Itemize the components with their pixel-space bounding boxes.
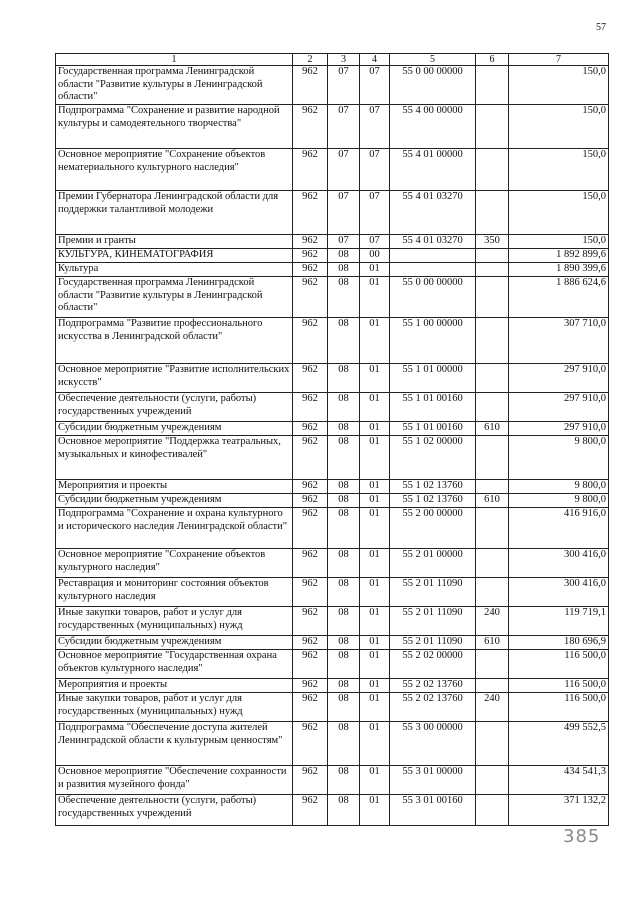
row-target-article-cell: 55 3 01 00160 — [390, 795, 476, 826]
row-expense-type-cell: 610 — [476, 494, 509, 508]
row-code-cell: 962 — [293, 766, 328, 795]
row-expense-type-cell — [476, 722, 509, 766]
table-row — [56, 693, 609, 722]
row-expense-type-cell: 610 — [476, 636, 509, 650]
table-row — [56, 66, 609, 105]
table-row — [56, 422, 609, 436]
row-subsection-cell: 01 — [360, 693, 390, 722]
row-target-article-cell: 55 2 01 11090 — [390, 636, 476, 650]
row-name-cell: Культура — [56, 263, 293, 277]
row-subsection-cell: 07 — [360, 66, 390, 105]
row-subsection-cell: 01 — [360, 679, 390, 693]
row-target-article-cell: 55 4 01 03270 — [390, 235, 476, 249]
row-code-cell: 962 — [293, 578, 328, 607]
row-amount-cell: 297 910,0 — [509, 364, 609, 393]
row-expense-type-cell — [476, 679, 509, 693]
row-code-cell: 962 — [293, 693, 328, 722]
row-target-article-cell: 55 2 01 00000 — [390, 549, 476, 578]
column-header: 6 — [476, 54, 509, 66]
row-section-cell: 08 — [328, 636, 360, 650]
table-row — [56, 393, 609, 422]
row-expense-type-cell: 350 — [476, 235, 509, 249]
row-amount-cell: 300 416,0 — [509, 578, 609, 607]
row-section-cell: 08 — [328, 393, 360, 422]
row-name-cell: Иные закупки товаров, работ и услуг для государственных (муниципальных) нужд — [56, 607, 293, 636]
row-target-article-cell: 55 1 00 00000 — [390, 318, 476, 364]
row-target-article-cell: 55 4 01 00000 — [390, 149, 476, 191]
row-name-cell: Субсидии бюджетным учреждениям — [56, 636, 293, 650]
row-code-cell: 962 — [293, 191, 328, 235]
row-target-article-cell: 55 2 02 00000 — [390, 650, 476, 679]
row-section-cell: 08 — [328, 650, 360, 679]
row-section-cell: 07 — [328, 235, 360, 249]
row-section-cell: 08 — [328, 549, 360, 578]
row-code-cell: 962 — [293, 508, 328, 549]
table-row — [56, 766, 609, 795]
row-name-cell: Подпрограмма "Сохранение и охрана культурного и исторического наследия Ленинградской области" — [56, 508, 293, 549]
row-target-article-cell: 55 0 00 00000 — [390, 277, 476, 318]
table-row — [56, 722, 609, 766]
row-expense-type-cell — [476, 277, 509, 318]
row-expense-type-cell — [476, 480, 509, 494]
table-row — [56, 235, 609, 249]
row-name-cell: Премии и гранты — [56, 235, 293, 249]
row-name-cell: Обеспечение деятельности (услуги, работы) государственных учреждений — [56, 393, 293, 422]
row-code-cell: 962 — [293, 795, 328, 826]
row-name-cell: Субсидии бюджетным учреждениям — [56, 422, 293, 436]
row-amount-cell: 150,0 — [509, 66, 609, 105]
row-subsection-cell: 07 — [360, 149, 390, 191]
row-target-article-cell: 55 4 00 00000 — [390, 105, 476, 149]
row-expense-type-cell — [476, 149, 509, 191]
table-row — [56, 480, 609, 494]
row-amount-cell: 307 710,0 — [509, 318, 609, 364]
row-target-article-cell — [390, 263, 476, 277]
row-subsection-cell: 01 — [360, 277, 390, 318]
row-target-article-cell: 55 1 01 00160 — [390, 393, 476, 422]
row-subsection-cell: 01 — [360, 636, 390, 650]
row-code-cell: 962 — [293, 436, 328, 480]
row-section-cell: 08 — [328, 679, 360, 693]
row-section-cell: 08 — [328, 693, 360, 722]
row-amount-cell: 297 910,0 — [509, 393, 609, 422]
row-expense-type-cell — [476, 318, 509, 364]
row-target-article-cell — [390, 249, 476, 263]
row-section-cell: 08 — [328, 318, 360, 364]
row-expense-type-cell — [476, 105, 509, 149]
table-row — [56, 263, 609, 277]
table-row — [56, 679, 609, 693]
row-target-article-cell: 55 2 01 11090 — [390, 607, 476, 636]
row-code-cell: 962 — [293, 679, 328, 693]
row-expense-type-cell — [476, 766, 509, 795]
table-row — [56, 636, 609, 650]
row-subsection-cell: 01 — [360, 480, 390, 494]
row-section-cell: 07 — [328, 149, 360, 191]
row-amount-cell: 116 500,0 — [509, 693, 609, 722]
column-header: 1 — [56, 54, 293, 66]
row-code-cell: 962 — [293, 263, 328, 277]
row-target-article-cell: 55 4 01 03270 — [390, 191, 476, 235]
row-subsection-cell: 01 — [360, 318, 390, 364]
row-subsection-cell: 00 — [360, 249, 390, 263]
row-target-article-cell: 55 3 01 00000 — [390, 766, 476, 795]
row-amount-cell: 297 910,0 — [509, 422, 609, 436]
table-row — [56, 578, 609, 607]
row-expense-type-cell — [476, 578, 509, 607]
row-amount-cell: 9 800,0 — [509, 436, 609, 480]
row-subsection-cell: 01 — [360, 549, 390, 578]
table-row — [56, 795, 609, 826]
row-expense-type-cell — [476, 508, 509, 549]
row-target-article-cell: 55 2 02 13760 — [390, 679, 476, 693]
row-section-cell: 08 — [328, 436, 360, 480]
row-subsection-cell: 01 — [360, 795, 390, 826]
table-row — [56, 650, 609, 679]
row-subsection-cell: 07 — [360, 105, 390, 149]
row-name-cell: Подпрограмма "Сохранение и развитие народной культуры и самодеятельного творчества" — [56, 105, 293, 149]
row-name-cell: Реставрация и мониторинг состояния объектов культурного наследия — [56, 578, 293, 607]
row-name-cell: Подпрограмма "Обеспечение доступа жителей Ленинградской области к культурным ценностям" — [56, 722, 293, 766]
row-code-cell: 962 — [293, 422, 328, 436]
row-expense-type-cell: 240 — [476, 607, 509, 636]
row-subsection-cell: 01 — [360, 422, 390, 436]
row-amount-cell: 434 541,3 — [509, 766, 609, 795]
row-section-cell: 08 — [328, 249, 360, 263]
row-expense-type-cell: 240 — [476, 693, 509, 722]
row-amount-cell: 116 500,0 — [509, 650, 609, 679]
row-expense-type-cell — [476, 650, 509, 679]
row-code-cell: 962 — [293, 364, 328, 393]
row-section-cell: 08 — [328, 277, 360, 318]
row-section-cell: 08 — [328, 263, 360, 277]
table-row — [56, 508, 609, 549]
row-target-article-cell: 55 2 02 13760 — [390, 693, 476, 722]
row-amount-cell: 150,0 — [509, 235, 609, 249]
row-name-cell: КУЛЬТУРА, КИНЕМАТОГРАФИЯ — [56, 249, 293, 263]
row-name-cell: Основное мероприятие "Государственная охрана объектов культурного наследия" — [56, 650, 293, 679]
row-name-cell: Мероприятия и проекты — [56, 679, 293, 693]
row-code-cell: 962 — [293, 722, 328, 766]
page-number: 57 — [596, 22, 606, 33]
row-expense-type-cell — [476, 191, 509, 235]
table-row — [56, 318, 609, 364]
row-target-article-cell: 55 0 00 00000 — [390, 66, 476, 105]
row-code-cell: 962 — [293, 636, 328, 650]
row-amount-cell: 1 886 624,6 — [509, 277, 609, 318]
row-subsection-cell: 01 — [360, 508, 390, 549]
row-subsection-cell: 01 — [360, 436, 390, 480]
row-subsection-cell: 01 — [360, 766, 390, 795]
row-target-article-cell: 55 2 00 00000 — [390, 508, 476, 549]
row-name-cell: Основное мероприятие "Обеспечение сохранности и развития музейного фонда" — [56, 766, 293, 795]
row-target-article-cell: 55 2 01 11090 — [390, 578, 476, 607]
column-header: 5 — [390, 54, 476, 66]
row-amount-cell: 116 500,0 — [509, 679, 609, 693]
table-row — [56, 191, 609, 235]
row-name-cell: Обеспечение деятельности (услуги, работы) государственных учреждений — [56, 795, 293, 826]
row-name-cell: Подпрограмма "Развитие профессионального искусства в Ленинградской области" — [56, 318, 293, 364]
row-subsection-cell: 01 — [360, 722, 390, 766]
row-name-cell: Премии Губернатора Ленинградской области для поддержки талантливой молодежи — [56, 191, 293, 235]
row-section-cell: 08 — [328, 795, 360, 826]
table-row — [56, 549, 609, 578]
row-target-article-cell: 55 1 01 00160 — [390, 422, 476, 436]
table-row — [56, 149, 609, 191]
table-row — [56, 494, 609, 508]
row-target-article-cell: 55 1 02 13760 — [390, 480, 476, 494]
stamp-number: 385 — [563, 826, 601, 847]
row-amount-cell: 180 696,9 — [509, 636, 609, 650]
table-row — [56, 436, 609, 480]
row-target-article-cell: 55 1 02 00000 — [390, 436, 476, 480]
table-row — [56, 249, 609, 263]
row-amount-cell: 9 800,0 — [509, 494, 609, 508]
row-section-cell: 08 — [328, 364, 360, 393]
row-subsection-cell: 01 — [360, 494, 390, 508]
table-row — [56, 277, 609, 318]
row-expense-type-cell — [476, 393, 509, 422]
table-row — [56, 607, 609, 636]
row-section-cell: 08 — [328, 578, 360, 607]
row-code-cell: 962 — [293, 393, 328, 422]
row-section-cell: 08 — [328, 766, 360, 795]
row-amount-cell: 9 800,0 — [509, 480, 609, 494]
column-header: 4 — [360, 54, 390, 66]
row-subsection-cell: 01 — [360, 364, 390, 393]
row-amount-cell: 1 892 899,6 — [509, 249, 609, 263]
budget-table — [55, 53, 609, 826]
row-section-cell: 08 — [328, 508, 360, 549]
row-amount-cell: 150,0 — [509, 149, 609, 191]
column-header: 2 — [293, 54, 328, 66]
row-section-cell: 08 — [328, 422, 360, 436]
row-amount-cell: 119 719,1 — [509, 607, 609, 636]
column-header: 7 — [509, 54, 609, 66]
row-name-cell: Мероприятия и проекты — [56, 480, 293, 494]
row-code-cell: 962 — [293, 66, 328, 105]
row-expense-type-cell — [476, 263, 509, 277]
row-name-cell: Основное мероприятие "Поддержка театральных, музыкальных и кинофестивалей" — [56, 436, 293, 480]
row-section-cell: 08 — [328, 494, 360, 508]
row-expense-type-cell: 610 — [476, 422, 509, 436]
row-amount-cell: 416 916,0 — [509, 508, 609, 549]
column-header-row — [56, 54, 609, 66]
row-code-cell: 962 — [293, 277, 328, 318]
row-amount-cell: 1 890 399,6 — [509, 263, 609, 277]
row-name-cell: Иные закупки товаров, работ и услуг для государственных (муниципальных) нужд — [56, 693, 293, 722]
table-row — [56, 105, 609, 149]
row-subsection-cell: 07 — [360, 235, 390, 249]
row-section-cell: 08 — [328, 607, 360, 636]
row-code-cell: 962 — [293, 105, 328, 149]
row-name-cell: Основное мероприятие "Сохранение объектов культурного наследия" — [56, 549, 293, 578]
row-section-cell: 07 — [328, 66, 360, 105]
row-amount-cell: 300 416,0 — [509, 549, 609, 578]
row-expense-type-cell — [476, 66, 509, 105]
row-expense-type-cell — [476, 436, 509, 480]
row-name-cell: Государственная программа Ленинградской области "Развитие культуры в Ленинградской области" — [56, 66, 293, 105]
row-expense-type-cell — [476, 249, 509, 263]
row-section-cell: 07 — [328, 191, 360, 235]
row-subsection-cell: 01 — [360, 607, 390, 636]
row-code-cell: 962 — [293, 235, 328, 249]
row-expense-type-cell — [476, 549, 509, 578]
row-code-cell: 962 — [293, 494, 328, 508]
row-name-cell: Субсидии бюджетным учреждениям — [56, 494, 293, 508]
row-code-cell: 962 — [293, 607, 328, 636]
row-name-cell: Основное мероприятие "Развитие исполнительских искусств" — [56, 364, 293, 393]
row-amount-cell: 150,0 — [509, 191, 609, 235]
row-target-article-cell: 55 3 00 00000 — [390, 722, 476, 766]
row-section-cell: 08 — [328, 480, 360, 494]
row-subsection-cell: 07 — [360, 191, 390, 235]
row-subsection-cell: 01 — [360, 578, 390, 607]
row-amount-cell: 150,0 — [509, 105, 609, 149]
column-header: 3 — [328, 54, 360, 66]
row-subsection-cell: 01 — [360, 650, 390, 679]
row-target-article-cell: 55 1 02 13760 — [390, 494, 476, 508]
row-section-cell: 08 — [328, 722, 360, 766]
row-expense-type-cell — [476, 364, 509, 393]
row-code-cell: 962 — [293, 549, 328, 578]
row-name-cell: Основное мероприятие "Сохранение объектов нематериального культурного наследия" — [56, 149, 293, 191]
row-code-cell: 962 — [293, 480, 328, 494]
row-subsection-cell: 01 — [360, 393, 390, 422]
row-amount-cell: 499 552,5 — [509, 722, 609, 766]
row-expense-type-cell — [476, 795, 509, 826]
row-code-cell: 962 — [293, 249, 328, 263]
row-target-article-cell: 55 1 01 00000 — [390, 364, 476, 393]
row-amount-cell: 371 132,2 — [509, 795, 609, 826]
row-section-cell: 07 — [328, 105, 360, 149]
row-name-cell: Государственная программа Ленинградской области "Развитие культуры в Ленинградской области" — [56, 277, 293, 318]
row-code-cell: 962 — [293, 318, 328, 364]
row-code-cell: 962 — [293, 149, 328, 191]
row-subsection-cell: 01 — [360, 263, 390, 277]
table-row — [56, 364, 609, 393]
row-code-cell: 962 — [293, 650, 328, 679]
